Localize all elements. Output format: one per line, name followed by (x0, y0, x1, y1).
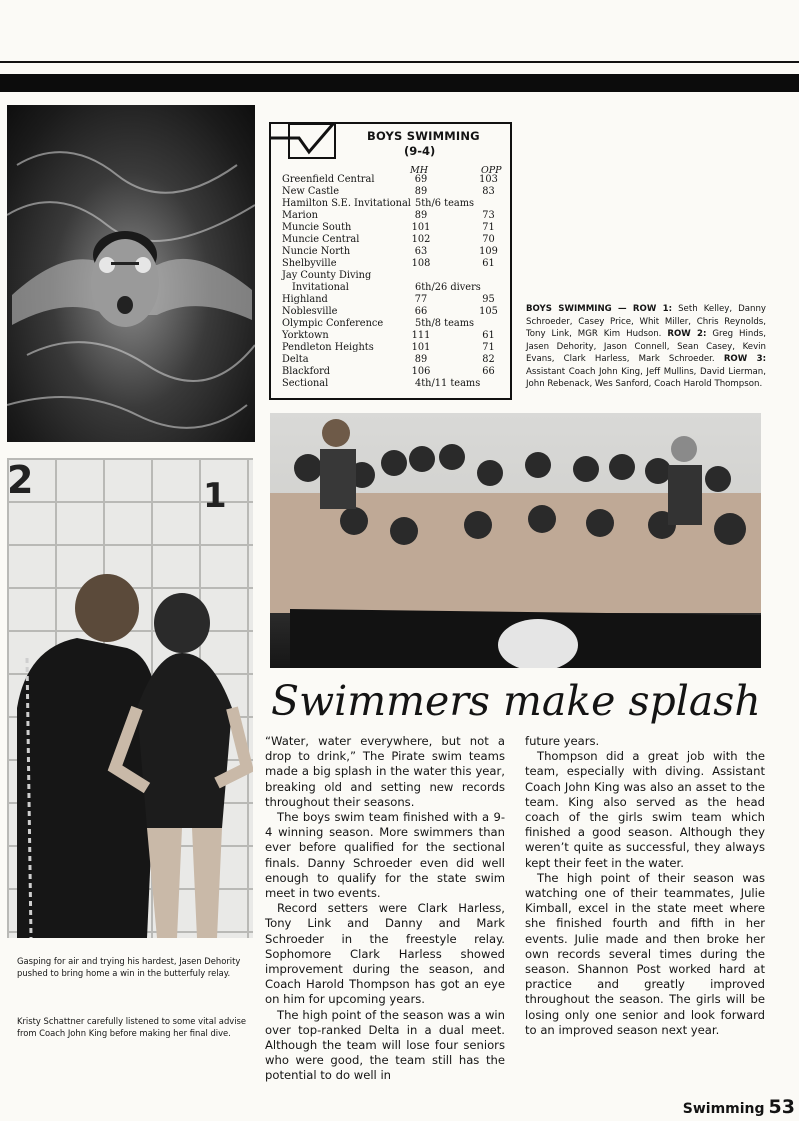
score-row (282, 174, 510, 186)
score-opponent: Sectional (282, 378, 329, 389)
score-opponent: Delta (282, 354, 309, 365)
score-row (282, 246, 510, 258)
score-opponent: Shelbyville (282, 258, 337, 269)
team-group-illustration (270, 413, 761, 668)
score-opponent: Yorktown (282, 330, 329, 341)
team-photo-caption (526, 303, 766, 391)
caption-row1-label: BOYS SWIMMING — ROW 1: (526, 304, 673, 314)
caption-row1-names: Seth Kelley, Danny Schroeder, Casey Price, Whit Miller, Chris Reynolds, Tony Link, MGR Kim Hudson. (526, 304, 766, 339)
score-opponent: New Castle (282, 186, 340, 197)
banner-text: SWIM (510, 627, 541, 640)
score-opp: 61 (482, 330, 495, 341)
score-row (282, 282, 510, 294)
score-opp: 83 (482, 186, 495, 197)
score-mh: 69 (414, 174, 428, 185)
score-opponent: Pendleton Heights (282, 342, 374, 353)
score-opponent: Olympic Conference (282, 318, 384, 329)
score-row (282, 186, 510, 198)
score-opponent: Nuncie North (282, 246, 351, 257)
score-result-note: 6th/26 divers (415, 282, 481, 293)
score-mh: 66 (414, 306, 428, 317)
score-opponent: Blackford (282, 366, 331, 377)
score-opponent: Noblesville (282, 306, 338, 317)
headline: Swimmers make splash (271, 677, 761, 725)
page-footer (683, 1096, 795, 1118)
column-header-mh: MH (410, 165, 429, 176)
score-opp: 105 (479, 306, 498, 317)
score-row (282, 198, 510, 210)
score-opp: 70 (482, 234, 495, 245)
pool-lane-mark-2: 2 (7, 458, 34, 502)
season-record: (9-4) (404, 144, 436, 158)
score-opp: 103 (479, 174, 498, 185)
photo-coach-and-diver (7, 458, 253, 938)
score-mh: 89 (414, 186, 428, 197)
score-row (282, 366, 510, 378)
caption-swimmer: Gasping for air and trying his hardest, Jasen Dehority pushed to bring home a win in the butterfuly relay. (17, 956, 241, 978)
caption-row3-label: ROW 3: (723, 354, 767, 364)
score-mh: 89 (414, 354, 428, 365)
story-column-left (265, 734, 505, 1084)
score-row (282, 270, 510, 282)
scoreboard-title: BOYS SWIMMING (367, 129, 480, 143)
score-row (282, 306, 510, 318)
story-paragraph: “Water, water everywhere, but not a drop to drink,” The Pirate swim teams made a big splash in the water this year, breaking old and setting new records throughout their seasons. (265, 734, 505, 809)
caption-row2-names: Greg Hinds, Jasen Dehority, Jason Connell, Sean Casey, Kevin Evans, Clark Harless, Mark Schroeder. (526, 329, 766, 364)
score-opponent: Greenfield Central (282, 174, 375, 185)
caption-row2-label: ROW 2: (667, 329, 707, 339)
score-opponent: Marion (282, 210, 318, 221)
story-paragraph: The boys swim team finished with a 9-4 winning season. More swimmers than ever before qualified for the sectional finals. Danny Schroeder even did well enough to qualify for the state swim meet in two events. (265, 810, 505, 901)
score-mh: 77 (414, 294, 428, 305)
score-mh: 101 (411, 342, 431, 353)
coach-diver-illustration (7, 458, 253, 938)
score-opp: 71 (482, 342, 495, 353)
score-opponent: Muncie South (282, 222, 352, 233)
story-paragraph: future years. (525, 734, 600, 748)
checkmark-logo-icon (269, 122, 339, 162)
top-rule (0, 61, 799, 63)
score-result-note: 4th/11 teams (415, 378, 481, 389)
header-bar (0, 74, 799, 92)
score-result-note: 5th/8 teams (415, 318, 475, 329)
pool-lane-mark-1: 1 (203, 476, 227, 516)
score-mh: 106 (411, 366, 431, 377)
story-paragraph: Thompson did a great job with the team, especially with diving. Assistant Coach John King was also an asset to the team. King also served as the head coach of the girls swim team which finished a good season. Although they weren’t quite as successful, they always kept their feet in the water. (525, 749, 765, 870)
score-opp: 61 (482, 258, 495, 269)
score-opponent: Jay County Diving (282, 270, 372, 281)
score-mh: 102 (411, 234, 431, 245)
score-opponent: Hamilton S.E. Invitational (282, 198, 411, 209)
score-mh: 111 (411, 330, 431, 341)
section-name: Swimming (682, 1101, 765, 1117)
story-paragraph: Record setters were Clark Harless, Tony Link and Danny and Mark Schroeder in the freestyle relay. Sophomore Clark Harless showed improvement during the season, and Coach Harold Thompson has got an eye on him for upcoming years. (265, 901, 505, 1007)
score-opponent: Invitational (292, 282, 349, 293)
score-mh: 63 (414, 246, 428, 257)
score-opp: 95 (482, 294, 495, 305)
score-row (282, 210, 510, 222)
score-mh: 89 (414, 210, 428, 221)
score-row (282, 258, 510, 270)
score-opp: 73 (482, 210, 495, 221)
story-paragraph: The high point of their season was watching one of their teammates, Julie Kimball, excel in the state meet where she finished fourth and fifth in her events. Julie made and then broke her own records several times during the season. Shannon Post worked hard at practice and greatly improved throughout the season. The girls will be losing only one senior and look forward to an improved season next year. (525, 870, 765, 1037)
story-column-right (525, 734, 765, 1038)
score-row (282, 342, 510, 354)
score-row (282, 330, 510, 342)
score-mh: 108 (411, 258, 431, 269)
score-opponent: Muncie Central (282, 234, 360, 245)
score-mh: 101 (411, 222, 431, 233)
score-opp: 66 (482, 366, 495, 377)
column-header-opp: OPP (481, 165, 502, 176)
score-rows (282, 174, 510, 390)
score-opp: 82 (482, 354, 495, 365)
caption-row3-names: Assistant Coach John King, Jeff Mullins, David Lierman, John Rebenack, Wes Sanford, Coach Harold Thompson. (526, 366, 766, 389)
scoreboard-box (269, 122, 512, 400)
score-opp: 71 (482, 222, 495, 233)
score-row (282, 354, 510, 366)
caption-diver: Kristy Schattner carefully listened to some vital advise from Coach John King before making her final dive. (17, 1016, 247, 1038)
page-number: 53 (768, 1096, 795, 1118)
score-result-note: 5th/6 teams (415, 198, 475, 209)
score-opponent: Highland (282, 294, 328, 305)
photo-team-group (270, 413, 761, 668)
story-paragraph: The high point of the season was a win over top-ranked Delta in a dual meet. Although the team will lose four seniors who were good, the team still has the potential to do well in (265, 1007, 505, 1083)
score-opp: 109 (479, 246, 498, 257)
swimmer-illustration (7, 105, 255, 442)
score-row (282, 234, 510, 246)
photo-butterfly-swimmer (7, 105, 255, 442)
score-row (282, 318, 510, 330)
score-row (282, 294, 510, 306)
score-row (282, 378, 510, 390)
score-row (282, 222, 510, 234)
